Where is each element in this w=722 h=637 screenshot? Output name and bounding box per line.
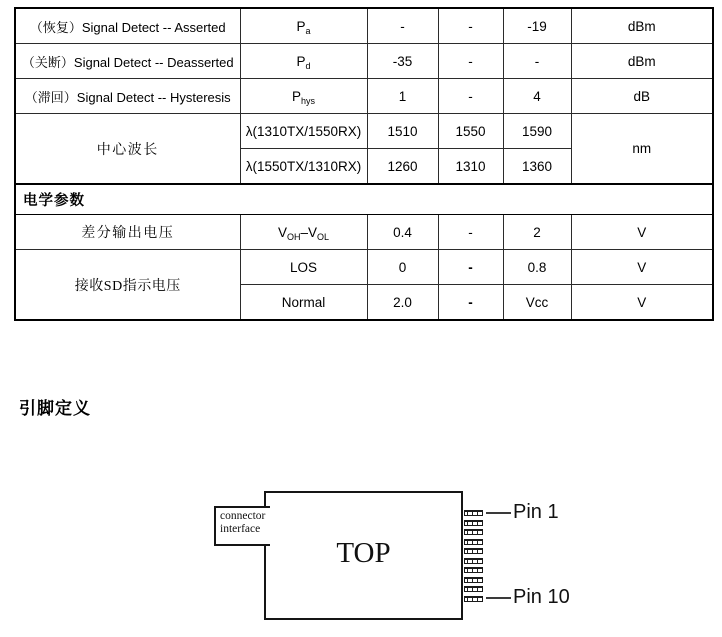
symbol-cell: LOS xyxy=(240,250,367,285)
pin-6 xyxy=(464,558,483,564)
max-cell: Vcc xyxy=(503,285,571,321)
typ-cell: 1550 xyxy=(438,114,503,149)
typ-cell: - xyxy=(438,285,503,321)
min-cell: - xyxy=(367,8,438,44)
pin10-leader-line xyxy=(486,597,511,599)
param-cell: 差分输出电压 xyxy=(15,215,240,250)
typ-cell: 1310 xyxy=(438,149,503,185)
pin-5 xyxy=(464,548,483,554)
connector-label-line2: interface xyxy=(220,523,261,535)
pin1-label: Pin 1 xyxy=(513,501,559,523)
connector-label-line1: connector xyxy=(220,510,266,522)
unit-cell: V xyxy=(571,215,713,250)
typ-cell: - xyxy=(438,8,503,44)
symbol-cell: $P_{hys}$ xyxy=(240,79,367,114)
unit-cell: V xyxy=(571,285,713,321)
max-cell: 0.8 xyxy=(503,250,571,285)
unit-cell: nm xyxy=(571,114,713,185)
unit-cell: dB xyxy=(571,79,713,114)
symbol-cell: Normal xyxy=(240,285,367,321)
param-cell: （滞回）Signal Detect -- Hysteresis xyxy=(15,79,240,114)
pin-4 xyxy=(464,539,483,545)
section-title: 电学参数 xyxy=(15,184,713,215)
typ-cell: - xyxy=(438,44,503,79)
param-cell: 接收SD指示电压 xyxy=(15,250,240,321)
package-top-view xyxy=(264,491,463,620)
table-row xyxy=(15,114,713,149)
symbol-cell: $P_a$ xyxy=(240,8,367,44)
max-cell: -19 xyxy=(503,8,571,44)
max-cell: - xyxy=(503,44,571,79)
unit-cell: V xyxy=(571,250,713,285)
min-cell: 2.0 xyxy=(367,285,438,321)
top-view-label: TOP xyxy=(336,537,391,569)
typ-cell: - xyxy=(438,215,503,250)
table-row xyxy=(15,215,713,250)
pin1-leader-line xyxy=(486,512,511,514)
table-row xyxy=(15,250,713,285)
section-row xyxy=(15,184,713,215)
table-row xyxy=(15,8,713,44)
min-cell: 0.4 xyxy=(367,215,438,250)
symbol-cell: λ(1310TX/1550RX) xyxy=(240,114,367,149)
spec-table xyxy=(14,7,714,321)
unit-cell: dBm xyxy=(571,8,713,44)
pin-1 xyxy=(464,510,483,516)
pin-9 xyxy=(464,586,483,592)
pin-3 xyxy=(464,529,483,535)
table-row xyxy=(15,79,713,114)
pin-definition-heading: 引脚定义 xyxy=(19,399,91,418)
pin-10 xyxy=(464,596,483,602)
max-cell: 1590 xyxy=(503,114,571,149)
pin-7 xyxy=(464,567,483,573)
min-cell: 1 xyxy=(367,79,438,114)
symbol-cell: $V_{OH}-V_{OL}$ xyxy=(240,215,367,250)
min-cell: 1510 xyxy=(367,114,438,149)
min-cell: 0 xyxy=(367,250,438,285)
typ-cell: - xyxy=(438,79,503,114)
param-cell: （恢复）Signal Detect -- Asserted xyxy=(15,8,240,44)
symbol-cell: λ(1550TX/1310RX) xyxy=(240,149,367,185)
min-cell: -35 xyxy=(367,44,438,79)
unit-cell: dBm xyxy=(571,44,713,79)
typ-cell: - xyxy=(438,250,503,285)
pin-8 xyxy=(464,577,483,583)
max-cell: 4 xyxy=(503,79,571,114)
connector-interface-tab xyxy=(214,506,270,546)
symbol-cell: $P_d$ xyxy=(240,44,367,79)
pin-2 xyxy=(464,520,483,526)
max-cell: 1360 xyxy=(503,149,571,185)
table-row xyxy=(15,44,713,79)
param-cell: 中心波长 xyxy=(15,114,240,185)
pin10-label: Pin 10 xyxy=(513,586,570,608)
param-cell: （关断）Signal Detect -- Deasserted xyxy=(15,44,240,79)
min-cell: 1260 xyxy=(367,149,438,185)
max-cell: 2 xyxy=(503,215,571,250)
